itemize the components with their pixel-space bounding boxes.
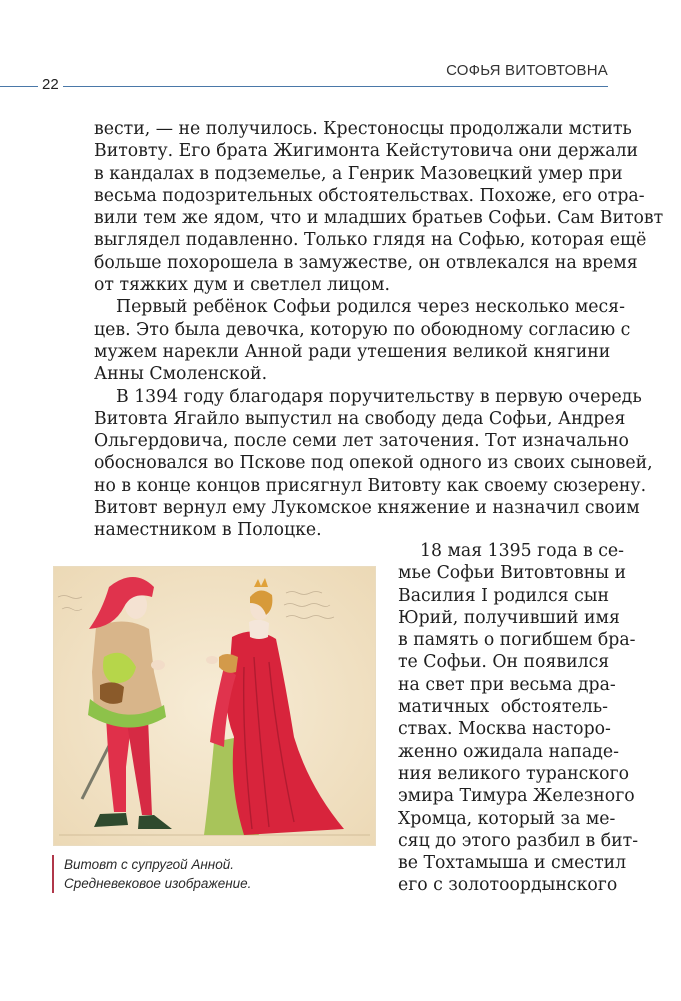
caption-line: Витовт с супругой Анной. <box>64 857 234 872</box>
text-line: обосновался во Пскове под опекой одного из своих сыновей, <box>94 453 653 474</box>
text-line: Василия I родился сын <box>398 585 610 606</box>
text-line: женно ожидала нападе- <box>398 741 619 762</box>
text-line: ствах. Москва насторо- <box>398 719 611 740</box>
text-line: вили тем же ядом, что и младших братьев Софьи. Сам Витовт <box>94 208 664 229</box>
side-text-column <box>398 540 639 897</box>
text-line: весьма подозрительных обстоятельствах. Похоже, его отра- <box>94 185 645 206</box>
text-line: Витовту. Его брата Жигимонта Кейстутовича они держали <box>94 141 639 162</box>
main-text-block <box>94 118 664 542</box>
text-line: Витовт вернул ему Лукомское княжение и назначил своим <box>94 498 640 519</box>
text-line: те Софьи. Он появился <box>398 652 610 673</box>
text-line: матичных обстоятель- <box>398 697 608 718</box>
text-line: в память о погибшем бра- <box>398 630 636 651</box>
text-line: эмира Тимура Железного <box>398 786 635 807</box>
text-line: Ольгердовича, после семи лет заточения. Тот изначально <box>94 431 629 452</box>
text-line: В 1394 году благодаря поручительству в первую очередь <box>116 386 642 407</box>
text-line: на свет при весьма дра- <box>398 674 616 695</box>
text-line: ния великого туранского <box>398 763 629 784</box>
text-line: в кандалах в подземелье, а Генрик Мазовецкий умер при <box>94 163 623 184</box>
text-line: мужем нарекли Анной ради утешения великой княгини <box>94 341 611 362</box>
text-line: но в конце концов присягнул Витовту как своему сюзерену. <box>94 475 647 496</box>
text-line: Хромца, который за ме- <box>398 808 616 829</box>
text-line: больше похорошела в замужестве, он отвлекался на время <box>94 252 638 273</box>
text-line: 18 мая 1395 года в се- <box>420 541 624 561</box>
text-line: цев. Это была девочка, которую по обоюдному согласию с <box>94 319 631 340</box>
text-line: выглядел подавленно. Только глядя на Софью, которая ещё <box>94 230 647 251</box>
text-line: его с золотоордынского <box>398 875 618 896</box>
text-line: мье Софьи Витовтовны и <box>398 563 627 584</box>
text-line: Юрий, получивший имя <box>398 607 620 628</box>
illustration-figures-image <box>54 567 375 845</box>
medieval-illustration <box>53 566 376 846</box>
text-line: сяц до этого разбил в бит- <box>398 830 639 851</box>
text-line: наместником в Полоцке. <box>94 520 322 541</box>
page-number: 22 <box>38 76 63 94</box>
caption-line: Средневековое изображение. <box>64 876 252 891</box>
text-line: от тяжких дум и светлел лицом. <box>94 275 390 296</box>
text-line: Витовта Ягайло выпустил на свободу деда Софьи, Андрея <box>94 408 626 429</box>
text-line: ве Тохтамыша и сместил <box>398 853 627 874</box>
text-line: Первый ребёнок Софьи родился через несколько меся- <box>116 297 625 318</box>
header-rule <box>0 86 608 87</box>
running-head: СОФЬЯ ВИТОВТОВНА <box>446 62 608 79</box>
text-line: вести, — не получилось. Крестоносцы продолжали мстить <box>94 119 632 139</box>
figure-caption <box>52 855 251 893</box>
text-line: Анны Смоленской. <box>94 364 268 385</box>
